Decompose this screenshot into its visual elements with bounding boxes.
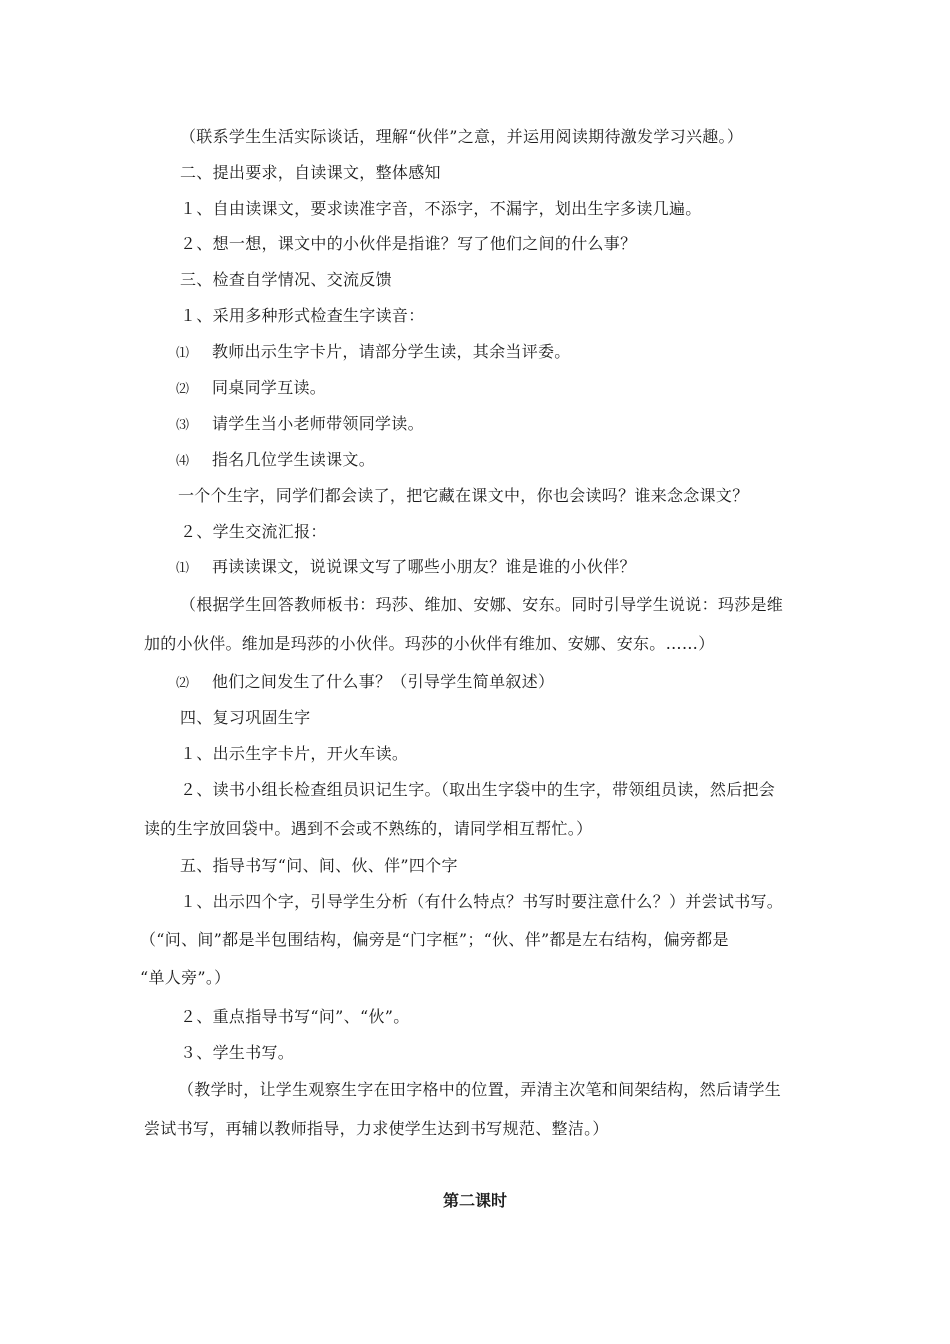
list-item-text: 指名几位学生读课文。	[212, 450, 376, 469]
section-heading-four: 四、复习巩固生字	[180, 708, 311, 727]
paragraph-item: １、出示生字卡片，开火车读。	[180, 744, 409, 763]
paragraph-note-line1: （教学时，让学生观察生字在田字格中的位置，弄清主次笔和间架结构，然后请学生	[178, 1080, 782, 1099]
paragraph-item: １、出示四个字，引导学生分析（有什么特点？书写时要注意什么？）并尝试书写。	[180, 892, 784, 911]
paragraph-item: １、采用多种形式检查生字读音：	[180, 306, 425, 325]
numbered-item	[176, 414, 424, 436]
lesson-heading: 第二课时	[442, 1191, 507, 1210]
paragraph-item: １、自由读课文，要求读准字音，不添字，不漏字，划出生字多读几遍。	[180, 199, 702, 218]
paragraph: 一个个生字，同学们都会读了，把它藏在课文中，你也会读吗？谁来念念课文？	[178, 486, 749, 505]
numbered-item	[176, 378, 326, 400]
paragraph-item-line2: 读的生字放回袋中。遇到不会或不熟练的，请同学相互帮忙。）	[144, 819, 593, 838]
paragraph-note-line1: （“问、间”都是半包围结构，偏旁是“门字框”；“伙、伴”都是左右结构，偏旁都是	[140, 930, 729, 949]
paragraph-item: ３、学生书写。	[180, 1043, 295, 1062]
paragraph-intro-note: （联系学生生活实际谈话，理解“伙伴”之意，并运用阅读期待激发学习兴趣。）	[180, 127, 744, 146]
numbered-item	[176, 672, 554, 694]
paragraph-item: ２、重点指导书写“问”、“伙”。	[180, 1007, 410, 1026]
paragraph-note-line2: 尝试书写，再辅以教师指导，力求使学生达到书写规范、整洁。）	[144, 1119, 609, 1138]
list-item-text: 再读读课文，说说课文写了哪些小朋友？谁是谁的小伙伴？	[212, 557, 636, 576]
list-item-text: 他们之间发生了什么事？（引导学生简单叙述）	[212, 672, 555, 691]
list-marker: ⑵	[176, 676, 190, 691]
list-marker: ⑴	[176, 346, 190, 361]
paragraph-item: ２、想一想，课文中的小伙伴是指谁？写了他们之间的什么事？	[180, 234, 637, 253]
numbered-item	[176, 342, 571, 364]
section-heading-five: 五、指导书写“问、间、伙、伴”四个字	[180, 856, 458, 875]
paragraph-note-line1: （根据学生回答教师板书：玛莎、维加、安娜、安东。同时引导学生说说：玛莎是维	[180, 595, 784, 614]
section-heading-two: 二、提出要求，自读课文，整体感知	[180, 163, 441, 182]
paragraph-note-line2: “单人旁”。）	[140, 968, 231, 987]
section-heading-three: 三、检查自学情况、交流反馈	[180, 270, 392, 289]
list-item-text: 同桌同学互读。	[212, 378, 327, 397]
list-marker: ⑵	[176, 382, 190, 397]
numbered-item	[176, 557, 636, 579]
paragraph-note-line2: 加的小伙伴。维加是玛莎的小伙伴。玛莎的小伙伴有维加、安娜、安东。……）	[144, 634, 715, 653]
paragraph-item: ２、学生交流汇报：	[180, 522, 327, 541]
list-item-text: 请学生当小老师带领同学读。	[212, 414, 424, 433]
numbered-item	[176, 450, 375, 472]
list-marker: ⑴	[176, 561, 190, 576]
list-marker: ⑶	[176, 418, 190, 433]
list-item-text: 教师出示生字卡片，请部分学生读，其余当评委。	[212, 342, 571, 361]
paragraph-item-line1: ２、读书小组长检查组员识记生字。（取出生字袋中的生字，带领组员读，然后把会	[180, 780, 776, 799]
list-marker: ⑷	[176, 454, 190, 469]
